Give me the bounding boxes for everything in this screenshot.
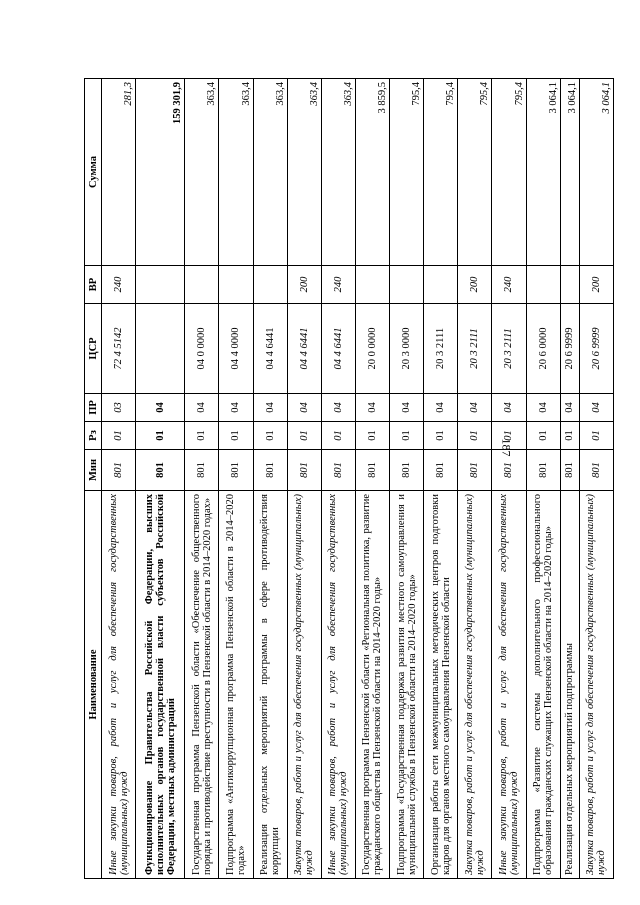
cell-name: Реализация отдельных мероприятий подпрограммы (560, 491, 579, 879)
cell-rz: 01 (424, 422, 458, 450)
cell-vr: 200 (458, 266, 492, 304)
cell-vr: 200 (579, 266, 613, 304)
header-csr: ЦСР (85, 304, 102, 394)
cell-csr: 20 6 9999 (560, 304, 579, 394)
table-row (526, 79, 560, 879)
header-rz: Рз (85, 422, 102, 450)
cell-rz: 01 (253, 422, 287, 450)
cell-min: 801 (102, 450, 136, 491)
cell-pr: 04 (287, 394, 321, 422)
cell-csr: 20 0 0000 (355, 304, 389, 394)
cell-rz: 01 (321, 422, 355, 450)
cell-pr: 04 (458, 394, 492, 422)
cell-csr: 20 3 0000 (390, 304, 424, 394)
cell-csr: 72 4 5142 (102, 304, 136, 394)
cell-vr (355, 266, 389, 304)
cell-rz: 01 (492, 422, 526, 450)
cell-min: 801 (321, 450, 355, 491)
cell-sum: 3 064,1 (579, 79, 613, 266)
cell-pr: 04 (321, 394, 355, 422)
cell-min: 801 (579, 450, 613, 491)
cell-vr (560, 266, 579, 304)
cell-pr: 04 (219, 394, 253, 422)
cell-sum: 795,4 (492, 79, 526, 266)
budget-table (84, 78, 614, 879)
cell-rz: 01 (579, 422, 613, 450)
cell-csr: 20 3 2111 (458, 304, 492, 394)
cell-vr (253, 266, 287, 304)
rotated-table-wrapper (84, 79, 614, 879)
cell-vr: 240 (321, 266, 355, 304)
table-row (185, 79, 219, 879)
table-row (136, 79, 185, 879)
cell-name: Государственная программа Пензенской области «Региональная политика, развитие гражданского общества в Пензенской области на 2014–2020 годы» (355, 491, 389, 879)
table-row (560, 79, 579, 879)
cell-pr: 04 (560, 394, 579, 422)
cell-sum: 3 064,1 (560, 79, 579, 266)
table-row (390, 79, 424, 879)
header-pr: ПР (85, 394, 102, 422)
cell-vr: 240 (102, 266, 136, 304)
cell-pr: 04 (185, 394, 219, 422)
table-row (355, 79, 389, 879)
table-row (253, 79, 287, 879)
cell-sum: 363,4 (321, 79, 355, 266)
cell-name: Иные закупки товаров, работ и услуг для обеспечения государственных (муниципальных) нужд (321, 491, 355, 879)
page-number: 187 (499, 438, 514, 457)
cell-name: Функционирование Правительства Российской Федерации, высших исполнительных органов государственной власти субъектов Российской Федерации, местных администраций (136, 491, 185, 879)
table-row (287, 79, 321, 879)
cell-vr: 200 (287, 266, 321, 304)
cell-csr: 20 3 2111 (424, 304, 458, 394)
cell-pr: 04 (390, 394, 424, 422)
table-row (219, 79, 253, 879)
cell-sum: 795,4 (424, 79, 458, 266)
cell-sum: 281,3 (102, 79, 136, 266)
cell-name: Реализация отдельных мероприятий программы в сфере противодействия коррупции (253, 491, 287, 879)
cell-sum: 3 064,1 (526, 79, 560, 266)
table-body (102, 79, 614, 879)
cell-rz: 01 (526, 422, 560, 450)
cell-name: Подпрограмма «Государственная поддержка развития местного самоуправления и муниципальной службы в Пензенской области на 2014–2020 годы» (390, 491, 424, 879)
cell-vr (526, 266, 560, 304)
cell-rz: 01 (560, 422, 579, 450)
cell-pr: 04 (253, 394, 287, 422)
cell-name: Закупка товаров, работ и услуг для обеспечения государственных (муниципальных) нужд (579, 491, 613, 879)
header-vr: ВР (85, 266, 102, 304)
cell-pr: 03 (102, 394, 136, 422)
cell-rz: 01 (355, 422, 389, 450)
cell-csr: 04 4 6441 (321, 304, 355, 394)
cell-min: 801 (492, 450, 526, 491)
cell-pr: 04 (579, 394, 613, 422)
cell-pr: 04 (424, 394, 458, 422)
cell-csr: 20 3 2111 (492, 304, 526, 394)
cell-name: Подпрограмма «Развитие системы дополнительного профессионального образования гражданских служащих Пензенской области на 2014–2020 годы» (526, 491, 560, 879)
header-sum: Сумма (85, 79, 102, 266)
cell-name: Государственная программа Пензенской области «Обеспечение общественного порядка и противодействие преступности в Пензенской области в 2014–2020 годах» (185, 491, 219, 879)
cell-sum: 795,4 (458, 79, 492, 266)
header-min: Мин (85, 450, 102, 491)
cell-pr: 04 (355, 394, 389, 422)
cell-vr (136, 266, 185, 304)
cell-min: 801 (136, 450, 185, 491)
cell-vr (185, 266, 219, 304)
cell-min: 801 (253, 450, 287, 491)
cell-name: Иные закупки товаров, работ и услуг для обеспечения государственных (муниципальных) нужд (492, 491, 526, 879)
cell-min: 801 (526, 450, 560, 491)
cell-csr: 04 0 0000 (185, 304, 219, 394)
table-row (102, 79, 136, 879)
cell-vr: 240 (492, 266, 526, 304)
cell-rz: 01 (458, 422, 492, 450)
cell-name: Закупка товаров, работ и услуг для обеспечения государственных (муниципальных) нужд (287, 491, 321, 879)
header-name: Наименование (85, 491, 102, 879)
cell-pr: 04 (136, 394, 185, 422)
cell-vr (219, 266, 253, 304)
cell-sum: 363,4 (287, 79, 321, 266)
table-row (424, 79, 458, 879)
cell-min: 801 (424, 450, 458, 491)
cell-min: 801 (560, 450, 579, 491)
cell-vr (424, 266, 458, 304)
cell-rz: 01 (390, 422, 424, 450)
table-header-row (85, 79, 102, 879)
table-row (458, 79, 492, 879)
cell-min: 801 (458, 450, 492, 491)
cell-sum: 363,4 (253, 79, 287, 266)
cell-min: 801 (355, 450, 389, 491)
cell-rz: 01 (219, 422, 253, 450)
cell-sum: 3 859,5 (355, 79, 389, 266)
cell-pr: 04 (526, 394, 560, 422)
cell-min: 801 (185, 450, 219, 491)
cell-csr: 04 4 0000 (219, 304, 253, 394)
cell-csr: 20 6 0000 (526, 304, 560, 394)
table-row (321, 79, 355, 879)
cell-csr: 04 4 6441 (287, 304, 321, 394)
cell-sum: 159 301,9 (136, 79, 185, 266)
cell-min: 801 (390, 450, 424, 491)
table-row (579, 79, 613, 879)
cell-sum: 363,4 (219, 79, 253, 266)
table-row (492, 79, 526, 879)
cell-name: Закупка товаров, работ и услуг для обеспечения государственных (муниципальных) нужд (458, 491, 492, 879)
cell-csr: 04 4 6441 (253, 304, 287, 394)
cell-rz: 01 (136, 422, 185, 450)
cell-rz: 01 (287, 422, 321, 450)
cell-min: 801 (219, 450, 253, 491)
cell-csr: 20 6 9999 (579, 304, 613, 394)
cell-pr: 04 (492, 394, 526, 422)
cell-rz: 01 (102, 422, 136, 450)
cell-rz: 01 (185, 422, 219, 450)
cell-vr (390, 266, 424, 304)
cell-name: Подпрограмма «Антикоррупционная программа Пензенской области в 2014–2020 годах» (219, 491, 253, 879)
cell-min: 801 (287, 450, 321, 491)
cell-sum: 363,4 (185, 79, 219, 266)
cell-name: Иные закупки товаров, работ и услуг для обеспечения государственных (муниципальных) нужд (102, 491, 136, 879)
cell-csr (136, 304, 185, 394)
cell-sum: 795,4 (390, 79, 424, 266)
cell-name: Организация работы сети межмуниципальных методических центров подготовки кадров для органов местного самоуправления Пензенской области (424, 491, 458, 879)
